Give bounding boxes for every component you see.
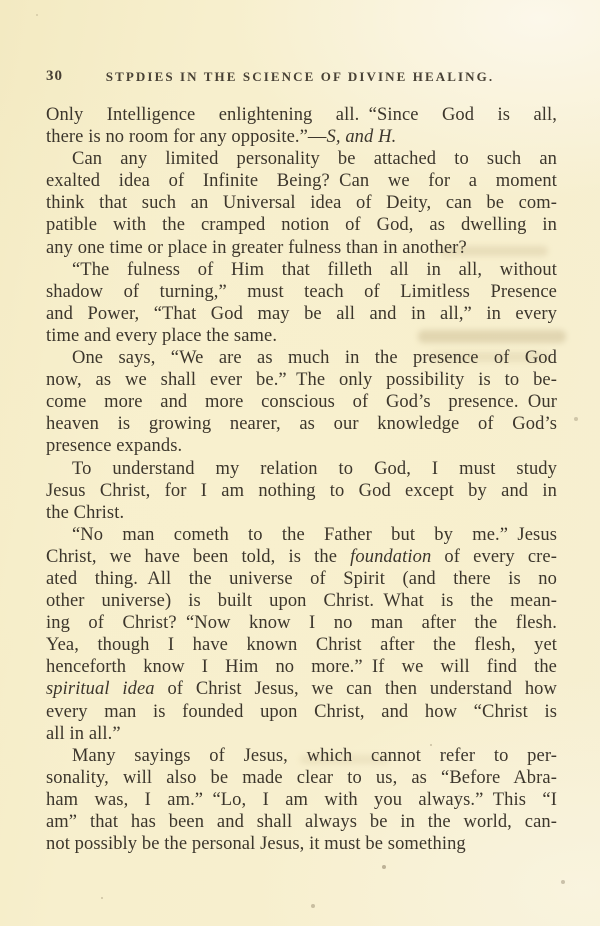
text-line: now, as we shall ever be.” The only possibility is to be- xyxy=(46,370,557,391)
text-line: not possibly be the personal Jesus, it must be something xyxy=(46,834,466,855)
paragraph xyxy=(46,524,557,745)
text-line: spiritual idea of Christ Jesus, we can then understand how xyxy=(46,679,557,700)
paragraph xyxy=(46,148,557,258)
text-line: heaven is growing nearer, as our knowledge of God’s xyxy=(46,414,557,435)
page-text-block xyxy=(46,104,557,855)
text-line: Only Intelligence enlightening all. “Since God is all, xyxy=(46,105,557,125)
text-line: all in all.” xyxy=(46,723,121,744)
text-line: sonality, will also be made clear to us, as “Before Abra- xyxy=(46,767,557,788)
text-line: Can any limited personality be attached to such an xyxy=(72,149,557,170)
text-line: and Power, “That God may be all and in all,” in every xyxy=(46,303,557,324)
paragraph xyxy=(46,104,557,148)
text-line: “The fulness of Him that filleth all in all, without xyxy=(72,259,557,280)
text-line: shadow of turning,” must teach of Limitless Presence xyxy=(46,281,557,302)
text-line: every man is founded upon Christ, and how “Christ is xyxy=(46,701,557,722)
paper-speckles xyxy=(0,0,2,2)
text-line: patible with the cramped notion of God, as dwelling in xyxy=(46,215,557,236)
page-header xyxy=(0,66,600,88)
text-line: any one time or place in greater fulness than in another? xyxy=(46,237,467,258)
text-line: the Christ. xyxy=(46,502,125,523)
text-line: think that such an Universal idea of Deity, can be com- xyxy=(46,193,557,214)
text-line: there is no room for any opposite.”—S, and H. xyxy=(46,127,397,148)
paragraph xyxy=(46,259,557,347)
paragraph xyxy=(46,458,557,524)
page-number: 30 xyxy=(46,68,63,84)
text-line: ated thing. All the universe of Spirit (and there is no xyxy=(46,568,557,589)
text-line: other universe) is built upon Christ. What is the mean- xyxy=(46,591,557,612)
text-line: henceforth know I Him no more.” If we will find the xyxy=(46,657,557,678)
text-line: Many sayings of Jesus, which cannot refer to per- xyxy=(72,745,557,766)
text-line: am” that has been and shall always be in the world, can- xyxy=(46,812,557,832)
text-line: come more and more conscious of God’s presence. Our xyxy=(46,392,557,413)
text-line: ing of Christ? “Now know I no man after the flesh. xyxy=(46,613,557,634)
text-line: Yea, though I have known Christ after the flesh, yet xyxy=(46,635,557,656)
text-line: presence expands. xyxy=(46,436,183,457)
text-line: “No man cometh to the Father but by me.” Jesus xyxy=(72,524,557,545)
text-line: ham was, I am.” “Lo, I am with you always.” This “I xyxy=(46,789,557,810)
text-line: Jesus Christ, for I am nothing to God except by and in xyxy=(46,480,557,501)
paragraph xyxy=(46,347,557,457)
text-line: exalted idea of Infinite Being? Can we for a moment xyxy=(46,171,557,192)
text-line: One says, “We are as much in the presence of God xyxy=(72,348,557,369)
paragraph xyxy=(46,745,557,855)
running-title: STPDIES IN THE SCIENCE OF DIVINE HEALING. xyxy=(105,69,495,84)
text-line: To understand my relation to God, I must study xyxy=(72,458,557,479)
text-line: Christ, we have been told, is the foundation of every cre- xyxy=(46,546,558,567)
text-line: time and every place the same. xyxy=(46,325,278,346)
